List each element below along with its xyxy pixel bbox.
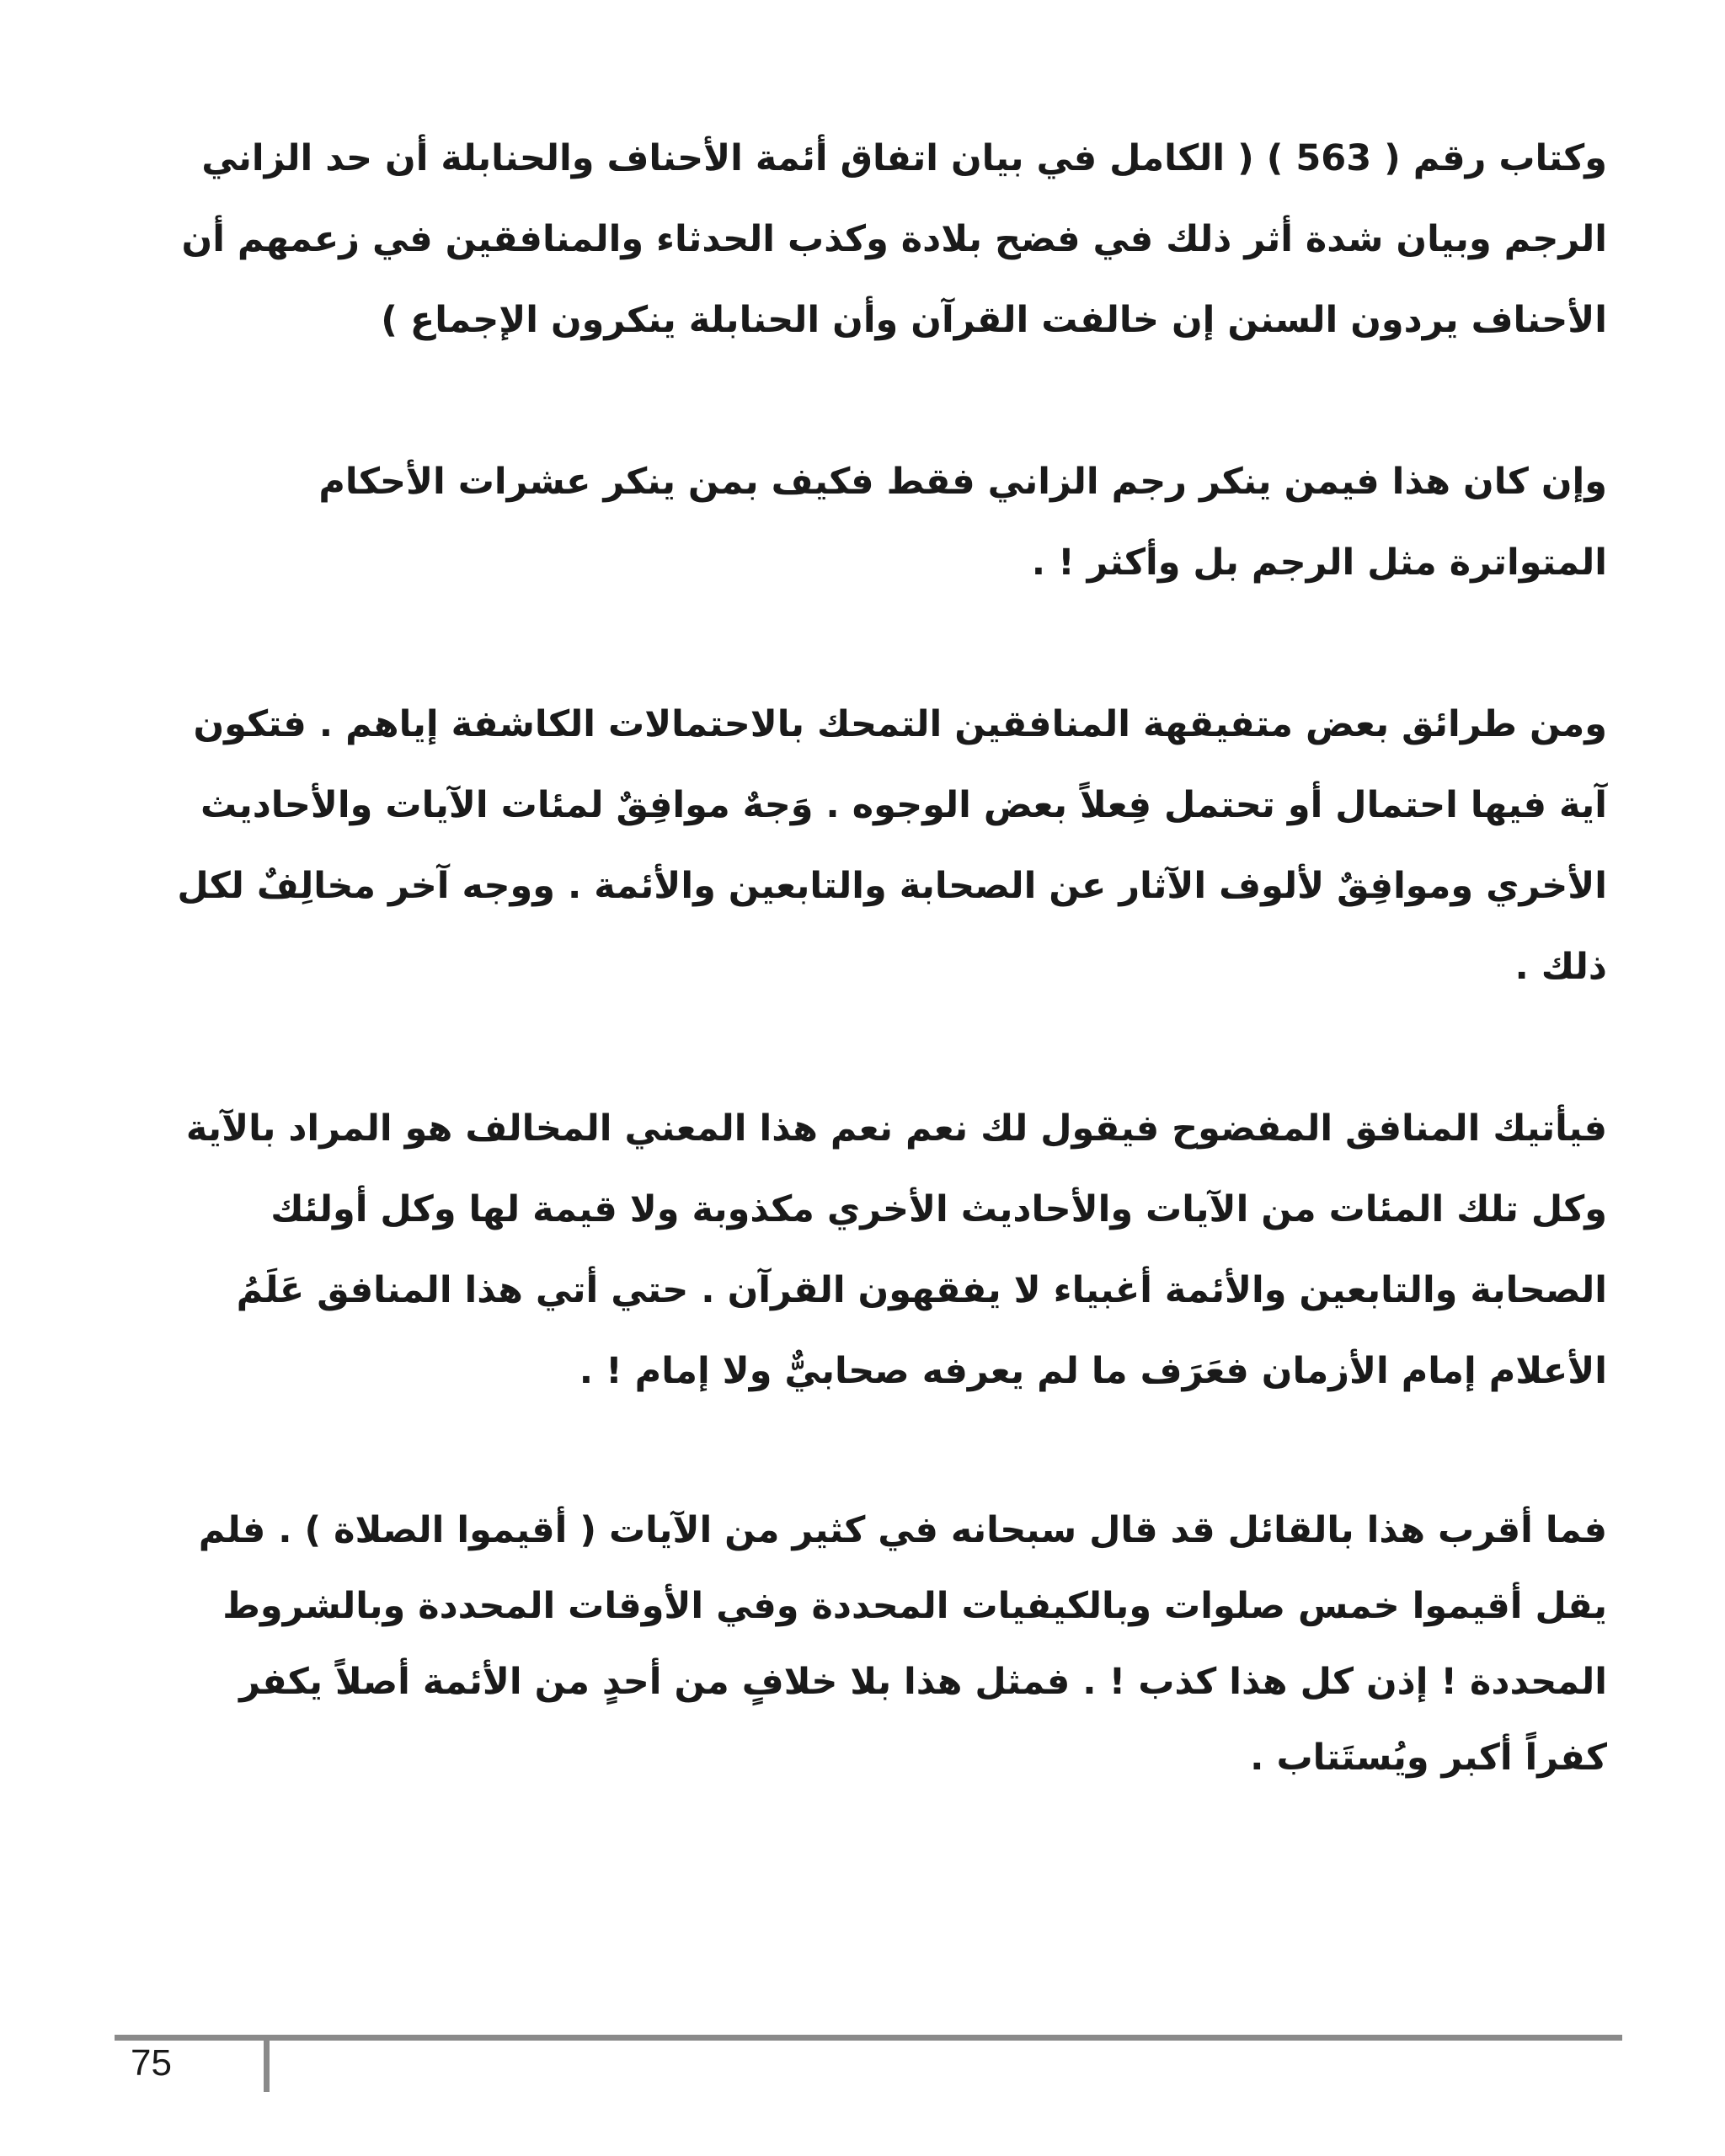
footer-horizontal-rule — [115, 2035, 1622, 2041]
paragraph-gap — [150, 360, 1607, 441]
page-number: 75 — [131, 2042, 172, 2084]
footer-vertical-divider — [264, 2035, 270, 2092]
page-body — [150, 118, 1607, 1796]
paragraph-gap — [150, 1412, 1607, 1492]
paragraph-exposed-hypocrite: فيأتيك المنافق المفضوح فيقول لك نعم نعم هذا المعني المخالف هو المراد بالآية وكل تلك المئات من الآيات والأحاديث الأخري مكذوبة ولا قيمة لها وكل أولئك الصحابة والتابعين والأئمة أغبياء لا يفقهون القرآن . حتي أتي هذا المنافق عَلَمُ الأعلام إمام الأزمان فعَرَف ما لم يعرفه صحابيٌّ ولا إمام ! . — [185, 1107, 1607, 1392]
paragraph-book-reference: وكتاب رقم ( 563 ) ( الكامل في بيان اتفاق أئمة الأحناف والحنابلة أن حد الزاني الرجم وبيان شدة أثر ذلك في فضح بلادة وكذب الحدثاء والمنافقين في زعمهم أن الأحناف يردون السنن إن خالفت القرآن وأن الحنابلة ينكرون الإجماع ) — [181, 137, 1607, 341]
paragraph-hypothetical-interpretations: ومن طرائق بعض متفيقهة المنافقين التمحك بالاحتمالات الكاشفة إياهم . فتكون آية فيها احتمال أو تحتمل فِعلاً بعض الوجوه . وَجهٌ موافِقٌ لمئات الآيات والأحاديث الأخري وموافِقٌ لألوف الآثار عن الصحابة والتابعين والأئمة . ووجه آخر مخالِفٌ لكل ذلك . — [177, 703, 1607, 988]
paragraph-gap — [150, 1007, 1607, 1088]
paragraph-establish-prayer-analogy: فما أقرب هذا بالقائل قد قال سبحانه في كثير من الآيات ( أقيموا الصلاة ) . فلم يقل أقيموا خمس صلوات وبالكيفيات المحددة وفي الأوقات المحددة وبالشروط المحددة ! إذن كل هذا كذب ! . فمثل هذا بلا خلافٍ من أحدٍ من الأئمة أصلاً يكفر كفراً أكبر ويُستَتاب . — [198, 1509, 1607, 1779]
paragraph-gap — [150, 603, 1607, 684]
paragraph-rejecting-rulings: وإن كان هذا فيمن ينكر رجم الزاني فقط فكيف بمن ينكر عشرات الأحكام المتواترة مثل الرجم بل وأكثر ! . — [318, 461, 1607, 584]
